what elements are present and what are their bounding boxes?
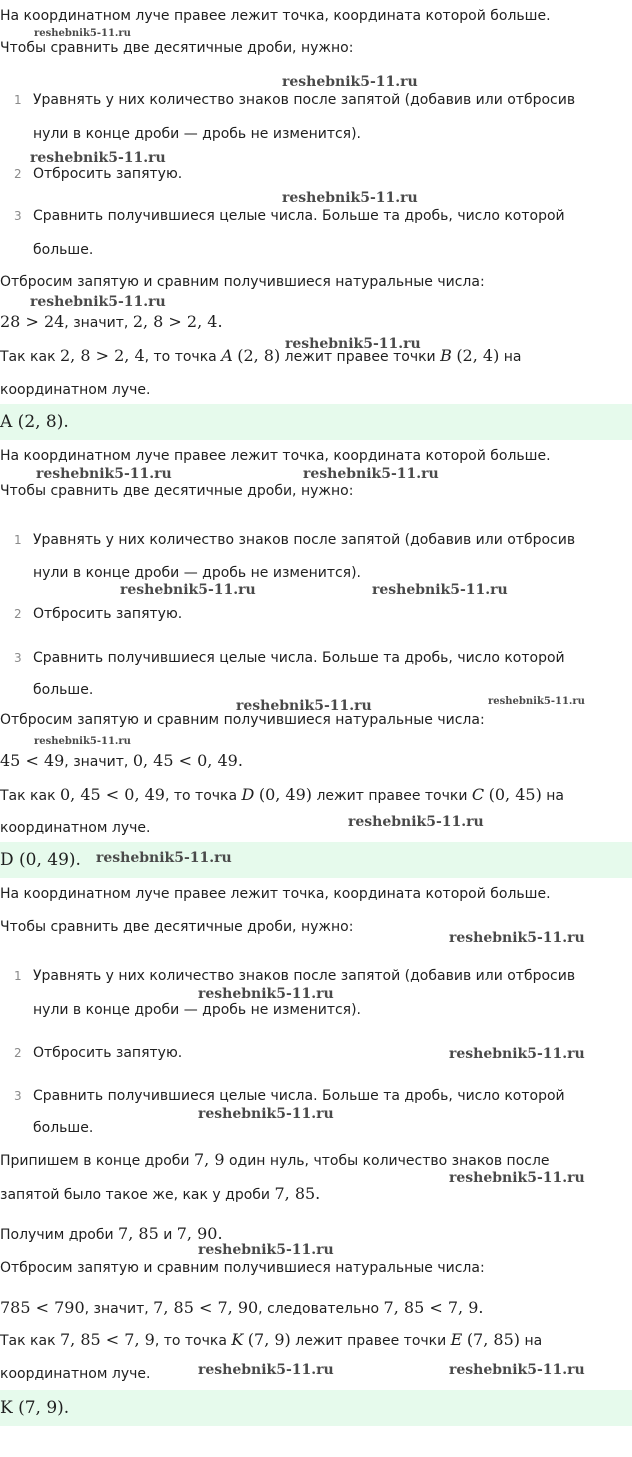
answer-text: K (7, 9).	[0, 1398, 70, 1418]
watermark: reshebnik5-11.ru	[282, 190, 418, 206]
point-name: D	[241, 785, 255, 804]
step-text: Уравнять у них количество знаков после запятой (добавив или отбросив	[33, 92, 576, 108]
append-zero-line-2	[0, 1184, 320, 1205]
math-expr: 7, 9	[193, 1150, 225, 1169]
text: лежит правее точки	[312, 788, 472, 804]
text: Получим дроби	[0, 1227, 119, 1243]
conclusion-line	[0, 1330, 542, 1351]
text: Так как	[0, 349, 60, 365]
intro-text: Чтобы сравнить две десятичные дроби, нужно:	[0, 483, 354, 499]
point-coord: (0, 49)	[258, 785, 313, 804]
step-number: 1	[14, 533, 22, 547]
text: Так как	[0, 1333, 60, 1349]
math-expr: 7, 85 < 7, 9.	[383, 1298, 484, 1317]
watermark: reshebnik5-11.ru	[120, 582, 256, 598]
step-number: 2	[14, 167, 22, 181]
answer-text: D (0, 49).	[0, 850, 81, 870]
answer-box	[0, 842, 632, 878]
point-coord: (0, 45)	[488, 785, 542, 804]
step-text: Уравнять у них количество знаков после запятой (добавив или отбросив	[33, 968, 576, 984]
intro-text: Чтобы сравнить две десятичные дроби, нужно:	[0, 919, 354, 935]
watermark: reshebnik5-11.ru	[96, 850, 232, 866]
step-number: 1	[14, 969, 22, 983]
append-zero-line	[0, 1150, 550, 1171]
comparison-line	[0, 1298, 483, 1319]
step-number: 2	[14, 1046, 22, 1060]
math-expr: 7, 85.	[274, 1184, 321, 1203]
watermark: reshebnik5-11.ru	[30, 150, 166, 166]
point-coord: (7, 85)	[466, 1330, 521, 1349]
math-expr: 2, 8 > 2, 4.	[132, 312, 223, 331]
text: Припишем в конце дроби	[0, 1153, 194, 1169]
step-number: 2	[14, 607, 22, 621]
text: , то точка	[164, 788, 242, 804]
text: , значит,	[64, 315, 133, 331]
step-text: нули в конце дроби — дробь не изменится).	[33, 565, 362, 581]
point-coord: (2, 4)	[456, 346, 500, 365]
math-expr: 45 < 49	[0, 751, 65, 770]
point-name: E	[450, 1330, 463, 1349]
comparison-line	[0, 751, 243, 772]
step-number: 3	[14, 1089, 22, 1103]
watermark: reshebnik5-11.ru	[449, 1046, 585, 1062]
point-name: K	[231, 1330, 244, 1349]
math-expr: 785 < 790	[0, 1298, 85, 1317]
point-name: A	[221, 346, 233, 365]
step-text: больше.	[33, 1120, 94, 1136]
drop-comma-text: Отбросим запятую и сравним получившиеся натуральные числа:	[0, 1260, 485, 1276]
text: запятой было такое же, как у дроби	[0, 1187, 275, 1203]
step-number: 1	[14, 93, 22, 107]
watermark: reshebnik5-11.ru	[34, 28, 131, 39]
math-expr: 2, 8 > 2, 4	[59, 346, 145, 365]
step-text: Сравнить получившиеся целые числа. Больше та дробь, число которой	[33, 208, 565, 224]
step-text: больше.	[33, 682, 94, 698]
step-text: Отбросить запятую.	[33, 606, 183, 622]
get-fractions-line	[0, 1224, 223, 1245]
text: на	[499, 349, 522, 365]
conclusion-line-2: координатном луче.	[0, 820, 151, 836]
answer-text: A (2, 8).	[0, 412, 69, 432]
watermark: reshebnik5-11.ru	[285, 336, 421, 352]
step-number: 3	[14, 651, 22, 665]
step-text: больше.	[33, 242, 94, 258]
text: , значит,	[84, 1301, 154, 1317]
conclusion-line	[0, 785, 564, 806]
watermark: reshebnik5-11.ru	[198, 1242, 334, 1258]
math-expr: 7, 90.	[176, 1224, 223, 1243]
text: и	[158, 1227, 177, 1243]
math-expr: 7, 85	[118, 1224, 159, 1243]
rule-text: На координатном луче правее лежит точка, координата которой больше.	[0, 448, 551, 464]
math-expr: 0, 45 < 0, 49	[59, 785, 165, 804]
text: лежит правее точки	[290, 1333, 451, 1349]
text: на	[541, 788, 564, 804]
math-expr: 7, 85 < 7, 90	[153, 1298, 259, 1317]
watermark: reshebnik5-11.ru	[282, 74, 418, 90]
text: один нуль, чтобы количество знаков после	[224, 1153, 550, 1169]
watermark: reshebnik5-11.ru	[36, 466, 172, 482]
math-expr: 28 > 24	[0, 312, 65, 331]
watermark: reshebnik5-11.ru	[449, 1170, 585, 1186]
watermark: reshebnik5-11.ru	[198, 1362, 334, 1378]
watermark: reshebnik5-11.ru	[198, 986, 334, 1002]
watermark: reshebnik5-11.ru	[198, 1106, 334, 1122]
watermark: reshebnik5-11.ru	[348, 814, 484, 830]
point-name: B	[440, 346, 452, 365]
step-number: 3	[14, 209, 22, 223]
watermark: reshebnik5-11.ru	[372, 582, 508, 598]
text: Так как	[0, 788, 60, 804]
rule-text: На координатном луче правее лежит точка, координата которой больше.	[0, 8, 551, 24]
conclusion-line-2: координатном луче.	[0, 382, 151, 398]
point-coord: (2, 8)	[237, 346, 281, 365]
watermark: reshebnik5-11.ru	[30, 294, 166, 310]
conclusion-line	[0, 346, 522, 367]
watermark: reshebnik5-11.ru	[449, 930, 585, 946]
step-text: Сравнить получившиеся целые числа. Больше та дробь, число которой	[33, 1088, 565, 1104]
point-coord: (7, 9)	[247, 1330, 291, 1349]
step-text: Отбросить запятую.	[33, 166, 183, 182]
watermark: reshebnik5-11.ru	[236, 698, 372, 714]
math-expr: 7, 85 < 7, 9	[59, 1330, 155, 1349]
text: на	[520, 1333, 543, 1349]
answer-box	[0, 404, 632, 440]
rule-text: На координатном луче правее лежит точка, координата которой больше.	[0, 886, 551, 902]
point-name: C	[471, 785, 485, 804]
math-expr: 0, 45 < 0, 49.	[132, 751, 243, 770]
watermark: reshebnik5-11.ru	[449, 1362, 585, 1378]
step-text: нули в конце дроби — дробь не изменится).	[33, 126, 362, 142]
step-text: Уравнять у них количество знаков после запятой (добавив или отбросив	[33, 532, 576, 548]
text: , то точка	[144, 349, 222, 365]
text: , то точка	[154, 1333, 232, 1349]
answer-box	[0, 1390, 632, 1426]
step-text: Отбросить запятую.	[33, 1045, 183, 1061]
drop-comma-text: Отбросим запятую и сравним получившиеся натуральные числа:	[0, 712, 485, 728]
step-text: Сравнить получившиеся целые числа. Больше та дробь, число которой	[33, 650, 565, 666]
conclusion-line-2: координатном луче.	[0, 1366, 151, 1382]
watermark: reshebnik5-11.ru	[303, 466, 439, 482]
comparison-line	[0, 312, 223, 333]
intro-text: Чтобы сравнить две десятичные дроби, нужно:	[0, 40, 354, 56]
drop-comma-text: Отбросим запятую и сравним получившиеся натуральные числа:	[0, 274, 485, 290]
text: лежит правее точки	[280, 349, 441, 365]
watermark: reshebnik5-11.ru	[488, 696, 585, 707]
text: , значит,	[64, 754, 133, 770]
text: , следовательно	[258, 1301, 384, 1317]
watermark: reshebnik5-11.ru	[34, 736, 131, 747]
step-text: нули в конце дроби — дробь не изменится).	[33, 1002, 362, 1018]
